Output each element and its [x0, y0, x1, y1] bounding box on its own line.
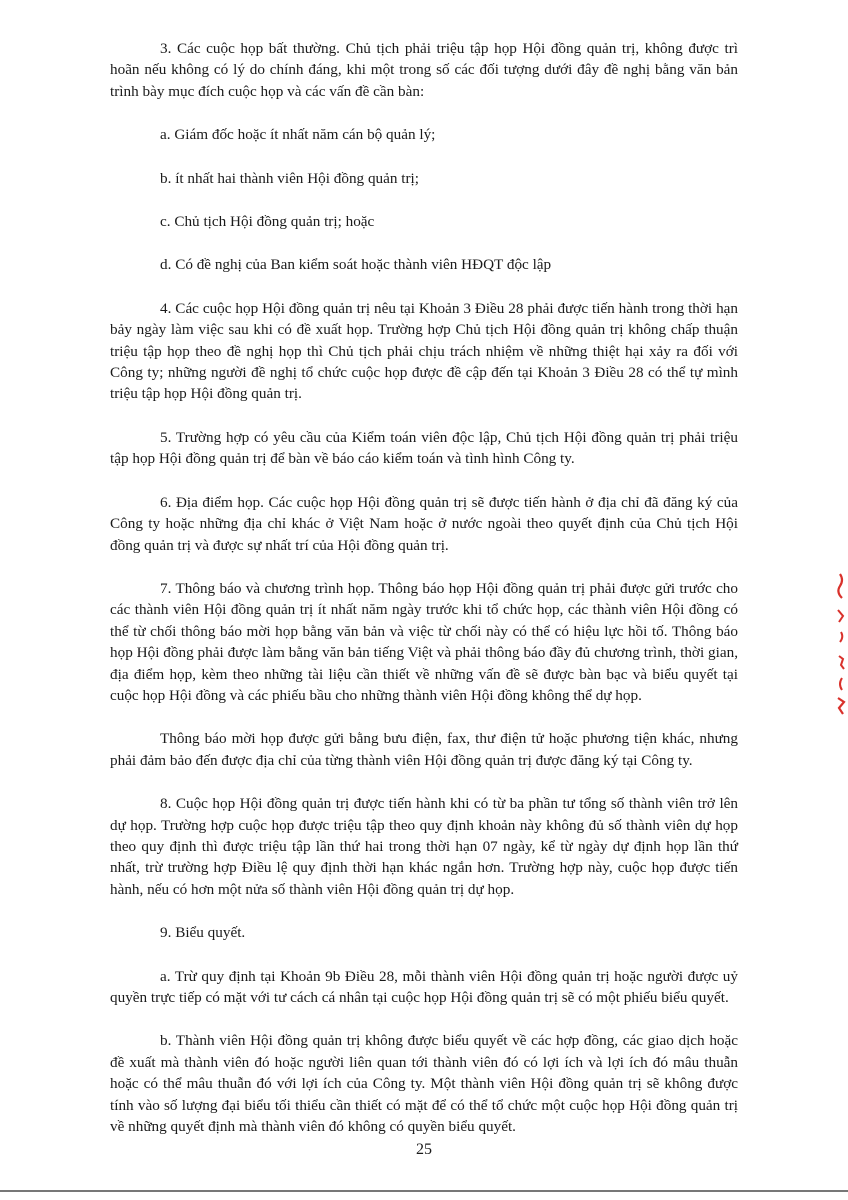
paragraph-3: 3. Các cuộc họp bất thường. Chủ tịch phải triệu tập họp Hội đồng quản trị, không được trì hoãn nếu không có lý do chính đáng, khi một trong số các đối tượng dưới đây đề nghị bằng văn bản trình bày mục đích cuộc họp và các vấn đề cần bàn: [110, 40, 738, 100]
paragraph-8: 8. Cuộc họp Hội đồng quản trị được tiến hành khi có từ ba phần tư tổng số thành viên trở lên dự họp. Trường hợp cuộc họp được triệu tập theo quy định khoản này không đủ số thành viên dự họp theo quy định thì được triệu tập lần thứ hai trong thời hạn 07 ngày, kể từ ngày dự định họp lần thứ nhất, trừ trường hợp Điều lệ quy định thời hạn khác ngắn hơn. Trường hợp này, cuộc họp được tiến hành, nếu có hơn một nửa số thành viên Hội đồng quản trị dự họp. [110, 795, 738, 898]
list-item-3a: a. Giám đốc hoặc ít nhất năm cán bộ quản lý; [160, 126, 436, 144]
paragraph-6: 6. Địa điểm họp. Các cuộc họp Hội đồng quản trị sẽ được tiến hành ở địa chỉ đã đăng ký của Công ty hoặc những địa chỉ khác ở Việt Nam hoặc ở nước ngoài theo quyết định của Chủ tịch Hội đồng quản trị và được sự nhất trí của Hội đồng quản trị. [110, 493, 738, 554]
red-seal-edge-icon [832, 570, 846, 720]
paragraph-4: 4. Các cuộc họp Hội đồng quản trị nêu tại Khoản 3 Điều 28 phải được tiến hành trong thời hạn bảy ngày làm việc sau khi có đề xuất họp. Trường hợp Chủ tịch Hội đồng quản trị không chấp thuận triệu tập họp theo đề nghị họp thì Chủ tịch phải chịu trách nhiệm về những thiệt hại xảy ra đối với Công ty; những người đề nghị tổ chức cuộc họp được đề cập đến tại Khoản 3 Điều 28 có thể tự mình triệu tập họp Hội đồng quản trị. [110, 299, 738, 403]
paragraph-7-notice: Thông báo mời họp được gửi bằng bưu điện, fax, thư điện tử hoặc phương tiện khác, nhưng phải đảm bảo đến được địa chỉ của từng thành viên Hội đồng quản trị được đăng ký tại Công ty. [110, 730, 738, 769]
document-body [110, 38, 738, 1159]
paragraph-7: 7. Thông báo và chương trình họp. Thông báo họp Hội đồng quản trị phải được gửi trước cho các thành viên Hội đồng quản trị ít nhất năm ngày trước khi tổ chức họp, các thành viên Hội đồng có thể từ chối thông báo mời họp bằng văn bản và việc từ chối này có thể có hiệu lực hồi tố. Thông báo họp Hội đồng phải được làm bằng văn bản tiếng Việt và phải thông báo đầy đủ chương trình, thời gian, địa điểm họp, kèm theo những tài liệu cần thiết về những vấn đề sẽ được bàn bạc và biểu quyết tại cuộc họp Hội đồng và các phiếu bầu cho những thành viên Hội đồng không thể dự họp. [110, 579, 738, 704]
list-item-3c: c. Chủ tịch Hội đồng quản trị; hoặc [160, 213, 375, 231]
paragraph-5: 5. Trường hợp có yêu cầu của Kiểm toán viên độc lập, Chủ tịch Hội đồng quản trị phải triệu tập họp Hội đồng quản trị để bàn về báo cáo kiểm toán và tình hình Công ty. [110, 428, 738, 468]
paragraph-9b: b. Thành viên Hội đồng quản trị không được biểu quyết về các hợp đồng, các giao dịch hoặc đề xuất mà thành viên đó hoặc người liên quan tới thành viên đó có lợi ích và lợi ích đó mâu thuẫn hoặc có thể mâu thuẫn đó với lợi ích của Công ty. Một thành viên Hội đồng quản trị sẽ không được tính vào số lượng đại biểu tối thiểu cần thiết có mặt để có thể tổ chức một cuộc họp Hội đồng quản trị về những quyết định mà thành viên đó không có quyền biểu quyết. [110, 1032, 738, 1136]
bottom-rule [0, 1190, 848, 1192]
page-number: 25 [416, 1141, 432, 1158]
paragraph-9-heading: 9. Biểu quyết. [160, 924, 246, 942]
list-item-3d: d. Có đề nghị của Ban kiểm soát hoặc thành viên HĐQT độc lập [160, 256, 552, 274]
paragraph-9a: a. Trừ quy định tại Khoản 9b Điều 28, mỗi thành viên Hội đồng quản trị hoặc người được uỷ quyền trực tiếp có mặt với tư cách cá nhân tại cuộc họp Hội đồng quản trị sẽ có một phiếu biểu quyết. [110, 967, 738, 1006]
list-item-3b: b. ít nhất hai thành viên Hội đồng quản trị; [160, 169, 419, 187]
